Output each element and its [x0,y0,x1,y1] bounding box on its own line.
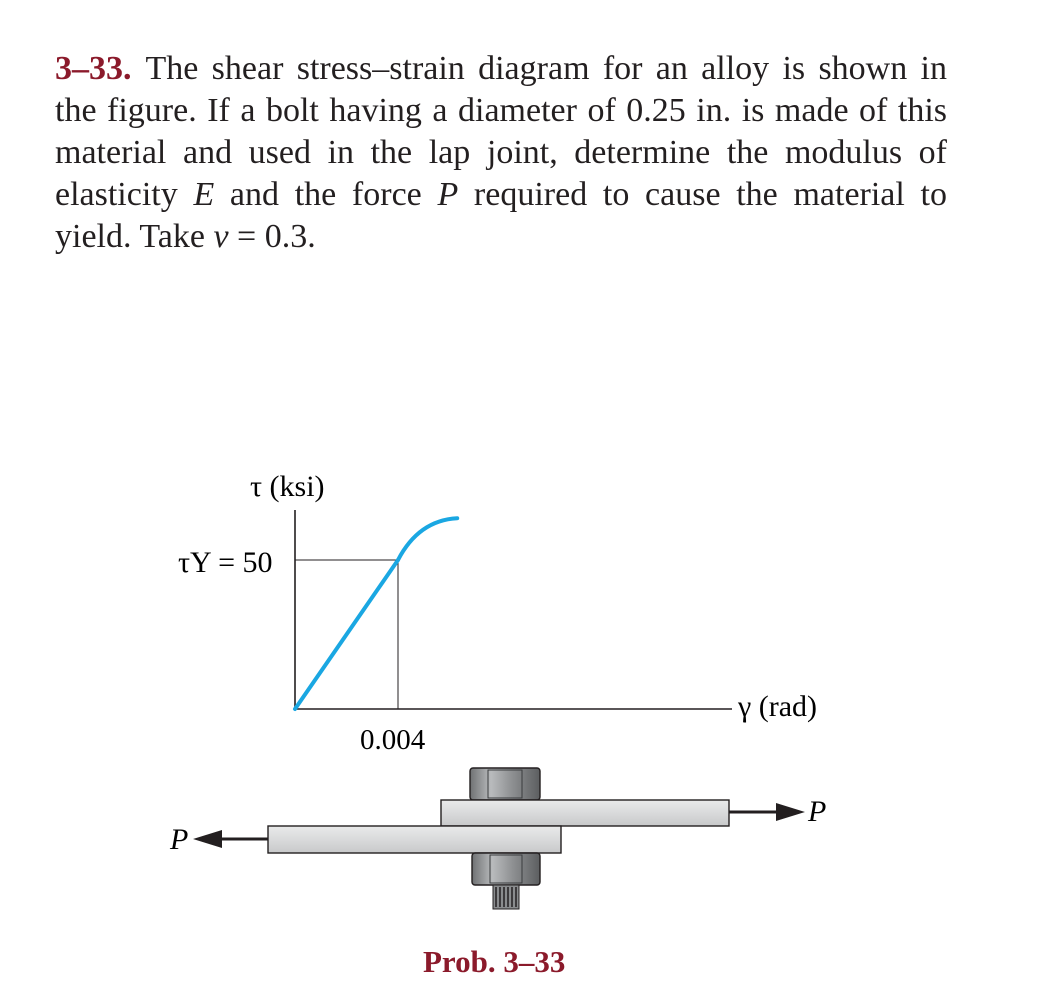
x-axis-label: γ (rad) [738,690,818,723]
variable-E: E [193,176,215,213]
lower-plate [268,826,561,853]
variable-P: P [437,176,459,213]
problem-number: 3–33. [55,50,132,87]
problem-text-4: = 0.3. [228,218,316,255]
upper-plate [441,800,729,826]
problem-text-2: and the force [214,176,438,213]
bolt-head [470,768,540,800]
lap-joint-drawing [169,768,826,909]
stress-strain-chart [178,470,817,756]
problem-text-3: required to cause the material to yield. Take [55,176,947,255]
stress-strain-linear-segment [295,560,398,709]
nut [472,853,540,885]
y-axis-label: τ (ksi) [250,470,325,503]
force-label-right: P [808,795,827,828]
yield-strain-tick-label: 0.004 [360,724,426,756]
stress-strain-plastic-segment [398,518,457,560]
variable-nu: ν [213,218,229,255]
problem-text-1: The shear stress–strain diagram for an alloy is shown in the figure. If a bolt having a diameter of 0.25 in. is made of this material and used in the lap joint, determine the modulus of elasticity [55,50,947,213]
bolt-thread [493,885,519,909]
yield-stress-label: τY = 50 [178,546,273,579]
force-label-left: P [170,823,189,856]
force-arrow-right [729,803,805,821]
force-arrow-left [193,830,268,848]
